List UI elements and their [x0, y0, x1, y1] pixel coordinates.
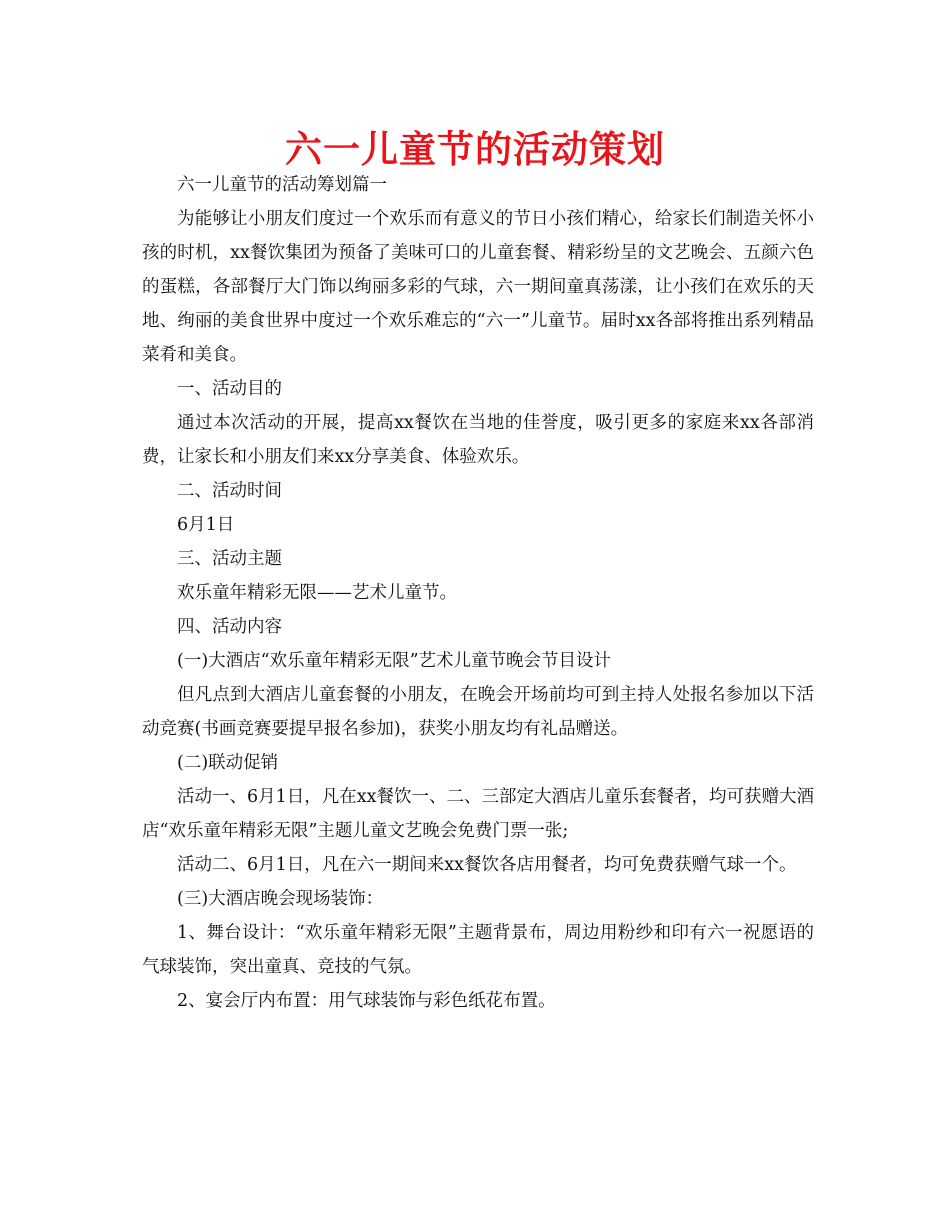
- document-body: [142, 168, 814, 1018]
- paragraph-program: 但凡点到大酒店儿童套餐的小朋友，在晚会开场前均可到主持人处报名参加以下活动竞赛(书画竞赛要提早报名参加)，获奖小朋友均有礼品赠送。: [142, 685, 814, 739]
- subheading-decoration: (三)大酒店晚会现场装饰：: [177, 889, 384, 909]
- section-heading-content: 四、活动内容: [177, 617, 282, 637]
- document-title: 六一儿童节的活动策划: [285, 128, 665, 171]
- paragraph-intro: 为能够让小朋友们度过一个欢乐而有意义的节日小孩们精心，给家长们制造关怀小孩的时机，xx餐饮集团为预备了美味可口的儿童套餐、精彩纷呈的文艺晚会、五颜六色的蛋糕，各部餐厅大门饰以绚丽多彩的气球，六一期间童真荡漾，让小孩们在欢乐的天地、绚丽的美食世界中度过一个欢乐难忘的“六一”儿童节。届时xx各部将推出系列精品菜肴和美食。: [142, 209, 814, 365]
- section-heading-theme: 三、活动主题: [177, 549, 282, 569]
- paragraph-purpose: 通过本次活动的开展，提高xx餐饮在当地的佳誉度，吸引更多的家庭来xx各部消费，让家长和小朋友们来xx分享美食、体验欢乐。: [142, 413, 814, 467]
- subheading-promotion: (二)联动促销: [177, 753, 279, 773]
- paragraph-activity-one: 活动一、6月1日，凡在xx餐饮一、二、三部定大酒店儿童乐套餐者，均可获赠大酒店“欢乐童年精彩无限”主题儿童文艺晚会免费门票一张;: [142, 787, 815, 841]
- paragraph-activity-two: 活动二、6月1日，凡在六一期间来xx餐饮各店用餐者，均可免费获赠气球一个。: [177, 855, 797, 875]
- section-heading-time: 二、活动时间: [177, 481, 282, 501]
- paragraph-time: 6月1日: [177, 515, 235, 535]
- paragraph-theme: 欢乐童年精彩无限——艺术儿童节。: [177, 583, 457, 603]
- subheading-program: (一)大酒店“欢乐童年精彩无限”艺术儿童节晚会节目设计: [177, 651, 612, 671]
- section-heading-purpose: 一、活动目的: [177, 379, 282, 399]
- paragraph-hall-layout: 2、宴会厅内布置：用气球装饰与彩色纸花布置。: [177, 991, 556, 1011]
- paragraph-subtitle: 六一儿童节的活动筹划篇一: [177, 175, 387, 195]
- paragraph-stage-design: 1、舞台设计：“欢乐童年精彩无限”主题背景布，周边用粉纱和印有六一祝愿语的气球装饰，突出童真、竞技的气氛。: [142, 923, 814, 977]
